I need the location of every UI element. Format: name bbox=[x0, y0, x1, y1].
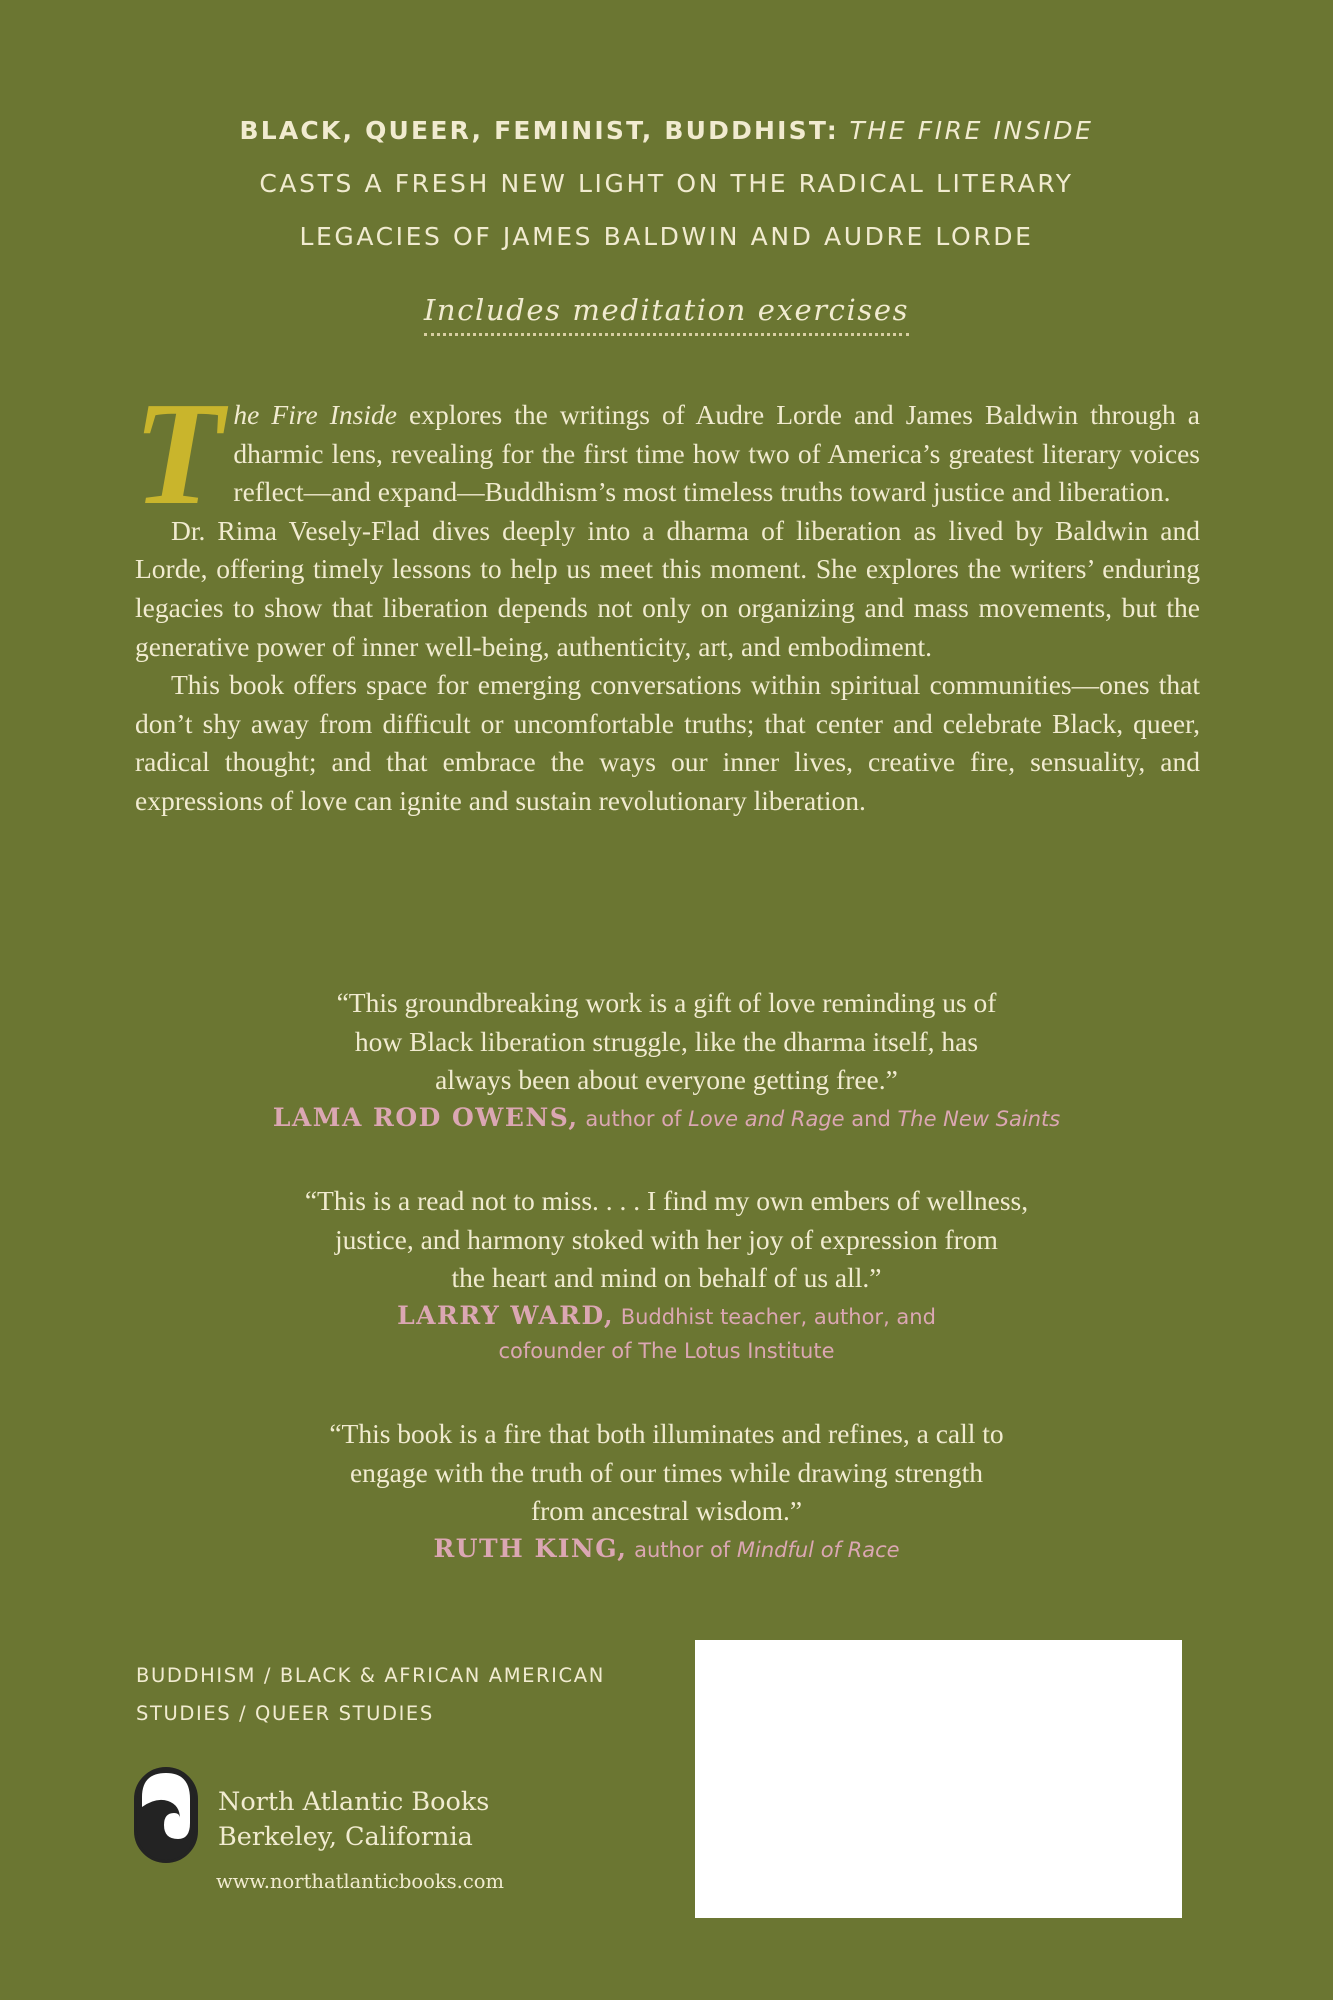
subject-category bbox=[136, 1657, 605, 1733]
credit-text: author of bbox=[627, 1537, 737, 1562]
quote-line: from ancestral wisdom.” bbox=[530, 1495, 803, 1526]
tagline bbox=[0, 293, 1333, 336]
category-line-1: BUDDHISM / BLACK & AFRICAN AMERICAN bbox=[136, 1664, 605, 1687]
description-paragraph-1 bbox=[133, 372, 1200, 536]
endorsement-attribution bbox=[0, 1298, 1333, 1367]
publisher-location: Berkeley, California bbox=[218, 1822, 473, 1852]
headline bbox=[0, 104, 1333, 263]
headline-title-italic: THE FIRE INSIDE bbox=[849, 116, 1094, 145]
headline-line-1 bbox=[0, 104, 1333, 157]
endorsement-3 bbox=[0, 1415, 1333, 1568]
endorsement-2 bbox=[0, 1182, 1333, 1367]
headline-bold: BLACK, QUEER, FEMINIST, BUDDHIST: bbox=[239, 116, 839, 145]
headline-line-3: LEGACIES OF JAMES BALDWIN AND AUDRE LORDE bbox=[299, 222, 1034, 251]
quote-line: “This book is a fire that both illuminates and refines, a call to bbox=[329, 1418, 1004, 1449]
publisher-name: North Atlantic Books bbox=[218, 1787, 490, 1817]
endorsement-attribution bbox=[0, 1531, 1333, 1568]
quote-line: justice, and harmony stoked with her joy of expression from bbox=[335, 1223, 998, 1255]
quote-line: engage with the truth of our times while drawing strength bbox=[349, 1456, 984, 1488]
quote-line: “This groundbreaking work is a gift of love reminding us of bbox=[336, 987, 997, 1018]
endorser-name: RUTH KING, bbox=[433, 1533, 628, 1563]
wave-logo-icon bbox=[134, 1767, 198, 1863]
credit-text: author of bbox=[578, 1106, 689, 1131]
work-title: Mindful of Race bbox=[736, 1537, 900, 1562]
description-paragraph-2: Dr. Rima Vesely-Flad dives deeply into a dharma of liberation as lived by Baldwin and Lorde, offering timely lessons to help us meet this moment. She explores the writers’ enduring legacies to show that liberation depends not only on organizing and mass movements, but the generative power of inner well-being, authenticity, art, and embodiment. bbox=[135, 514, 1200, 662]
publisher-block bbox=[134, 1767, 694, 1907]
category-line-2: STUDIES / QUEER STUDIES bbox=[136, 1702, 434, 1725]
credit-text: and bbox=[844, 1106, 898, 1131]
description-paragraph-3: This book offers space for emerging conversations within spiritual communities—ones that don’t shy away from difficult or uncomfortable truths; that center and celebrate Black, queer, radical thought; and that embrace the ways our inner lives, creative fire, sensuality, and expressions of love can ignite and sustain revolutionary liberation. bbox=[135, 669, 1200, 816]
credit-text: cofounder of The Lotus Institute bbox=[498, 1338, 835, 1363]
work-title: The New Saints bbox=[897, 1106, 1061, 1131]
tagline-text: Includes meditation exercises bbox=[424, 293, 909, 336]
publisher-website-link[interactable]: www.northatlanticbooks.com bbox=[216, 1870, 504, 1893]
quote-line: how Black liberation struggle, like the dharma itself, has bbox=[354, 1025, 979, 1057]
endorsement-1 bbox=[0, 984, 1333, 1137]
book-description bbox=[133, 372, 1200, 821]
barcode-area bbox=[695, 1640, 1182, 1918]
quote-line: always been about everyone getting free.” bbox=[435, 1064, 898, 1095]
description-p1-text: explores the writings of Audre Lorde and James Baldwin through a dharmic lens, revealing for the first time how two of America’s greatest literary voices reflect—and expand—Buddhism’s most timeless truths toward justice and liberation. bbox=[233, 399, 1200, 508]
endorsement-attribution bbox=[0, 1100, 1333, 1137]
credit-text: Buddhist teacher, author, and bbox=[614, 1304, 936, 1329]
headline-line-2: CASTS A FRESH NEW LIGHT ON THE RADICAL LITERARY bbox=[259, 169, 1074, 198]
quote-line: the heart and mind on behalf of us all.” bbox=[451, 1262, 882, 1293]
book-title-italic: he Fire Inside bbox=[233, 399, 397, 430]
publisher-name-block bbox=[218, 1785, 489, 1855]
work-title: Love and Rage bbox=[688, 1106, 845, 1131]
endorser-name: LAMA ROD OWENS, bbox=[272, 1102, 579, 1132]
endorser-name: LARRY WARD, bbox=[397, 1300, 615, 1330]
quote-line: “This is a read not to miss. . . . I find my own embers of wellness, bbox=[304, 1185, 1029, 1216]
drop-cap: T bbox=[133, 372, 224, 536]
